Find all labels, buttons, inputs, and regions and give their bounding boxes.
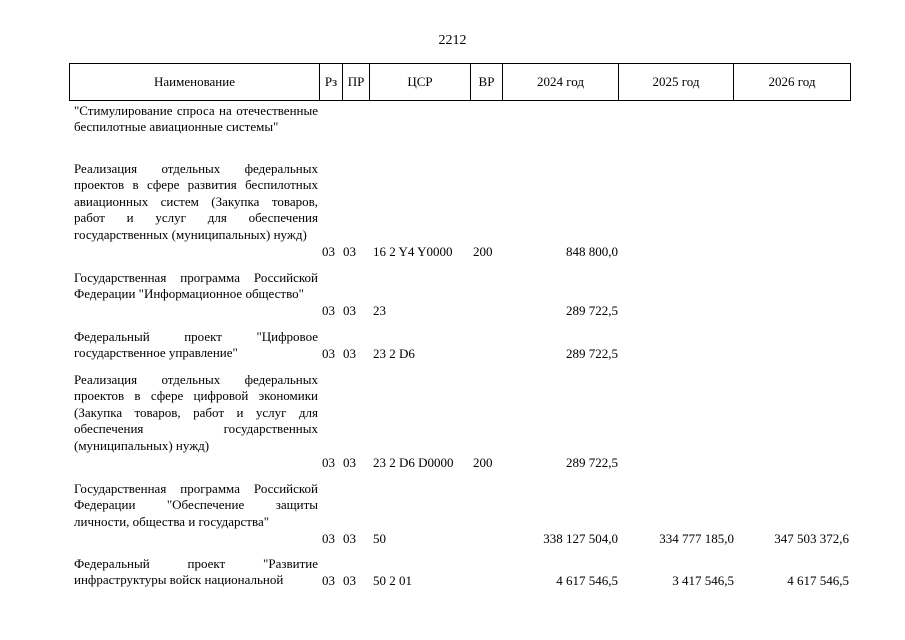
row-rz: 03 bbox=[322, 302, 335, 318]
row-pr: 03 bbox=[343, 243, 356, 259]
row-name: Федеральный проект "Развитие инфраструктуры войск национальной bbox=[74, 556, 318, 588]
row-csr: 23 bbox=[373, 302, 386, 318]
table-row bbox=[0, 161, 905, 260]
table-row bbox=[0, 556, 905, 589]
row-rz: 03 bbox=[322, 530, 335, 546]
row-rz: 03 bbox=[322, 454, 335, 470]
row-rz: 03 bbox=[322, 345, 335, 361]
row-csr: 23 2 D6 D0000 bbox=[373, 454, 454, 470]
row-2024: 289 722,5 bbox=[566, 345, 618, 361]
row-2025: 3 417 546,5 bbox=[672, 572, 734, 588]
row-2024: 289 722,5 bbox=[566, 454, 618, 470]
row-pr: 03 bbox=[343, 345, 356, 361]
table-row bbox=[0, 481, 905, 547]
row-csr: 50 2 01 bbox=[373, 572, 412, 588]
table-header bbox=[69, 63, 851, 101]
row-name: Государственная программа Российской Федерации "Информационное общество" bbox=[74, 270, 318, 302]
row-rz: 03 bbox=[322, 243, 335, 259]
header-pr: ПР bbox=[343, 64, 370, 100]
row-vr: 200 bbox=[473, 243, 493, 259]
table-row bbox=[0, 103, 905, 152]
header-2024: 2024 год bbox=[503, 64, 619, 100]
row-2024: 289 722,5 bbox=[566, 302, 618, 318]
row-name: "Стимулирование спроса на отечественные беспилотные авиационные системы" bbox=[74, 103, 318, 135]
row-pr: 03 bbox=[343, 454, 356, 470]
row-2026: 347 503 372,6 bbox=[774, 530, 849, 546]
header-vr: ВР bbox=[471, 64, 503, 100]
row-2024: 338 127 504,0 bbox=[543, 530, 618, 546]
row-csr: 16 2 Y4 Y0000 bbox=[373, 243, 453, 259]
header-rz: Рз bbox=[320, 64, 343, 100]
row-2024: 4 617 546,5 bbox=[556, 572, 618, 588]
row-csr: 50 bbox=[373, 530, 386, 546]
header-name: Наименование bbox=[70, 64, 320, 100]
row-pr: 03 bbox=[343, 572, 356, 588]
table-row bbox=[0, 372, 905, 471]
row-2024: 848 800,0 bbox=[566, 243, 618, 259]
row-2025: 334 777 185,0 bbox=[659, 530, 734, 546]
row-2026: 4 617 546,5 bbox=[787, 572, 849, 588]
row-pr: 03 bbox=[343, 530, 356, 546]
row-pr: 03 bbox=[343, 302, 356, 318]
row-rz: 03 bbox=[322, 572, 335, 588]
header-csr: ЦСР bbox=[370, 64, 471, 100]
row-name: Реализация отдельных федеральных проектов в сфере цифровой экономики (Закупка товаров, работ и услуг для обеспечения государственных (муниципальных) нужд) bbox=[74, 372, 318, 453]
header-2025: 2025 год bbox=[619, 64, 734, 100]
row-vr: 200 bbox=[473, 454, 493, 470]
row-name: Государственная программа Российской Федерации "Обеспечение защиты личности, общества и государства" bbox=[74, 481, 318, 529]
row-name: Реализация отдельных федеральных проектов в сфере развития беспилотных авиационных систем (Закупка товаров, работ и услуг для обеспечения государственных (муниципальных) нужд) bbox=[74, 161, 318, 242]
row-csr: 23 2 D6 bbox=[373, 345, 415, 361]
table-row bbox=[0, 270, 905, 319]
header-2026: 2026 год bbox=[768, 74, 816, 89]
row-name: Федеральный проект "Цифровое государственное управление" bbox=[74, 329, 318, 361]
table-row bbox=[0, 329, 905, 362]
page-number: 2212 bbox=[438, 33, 467, 48]
